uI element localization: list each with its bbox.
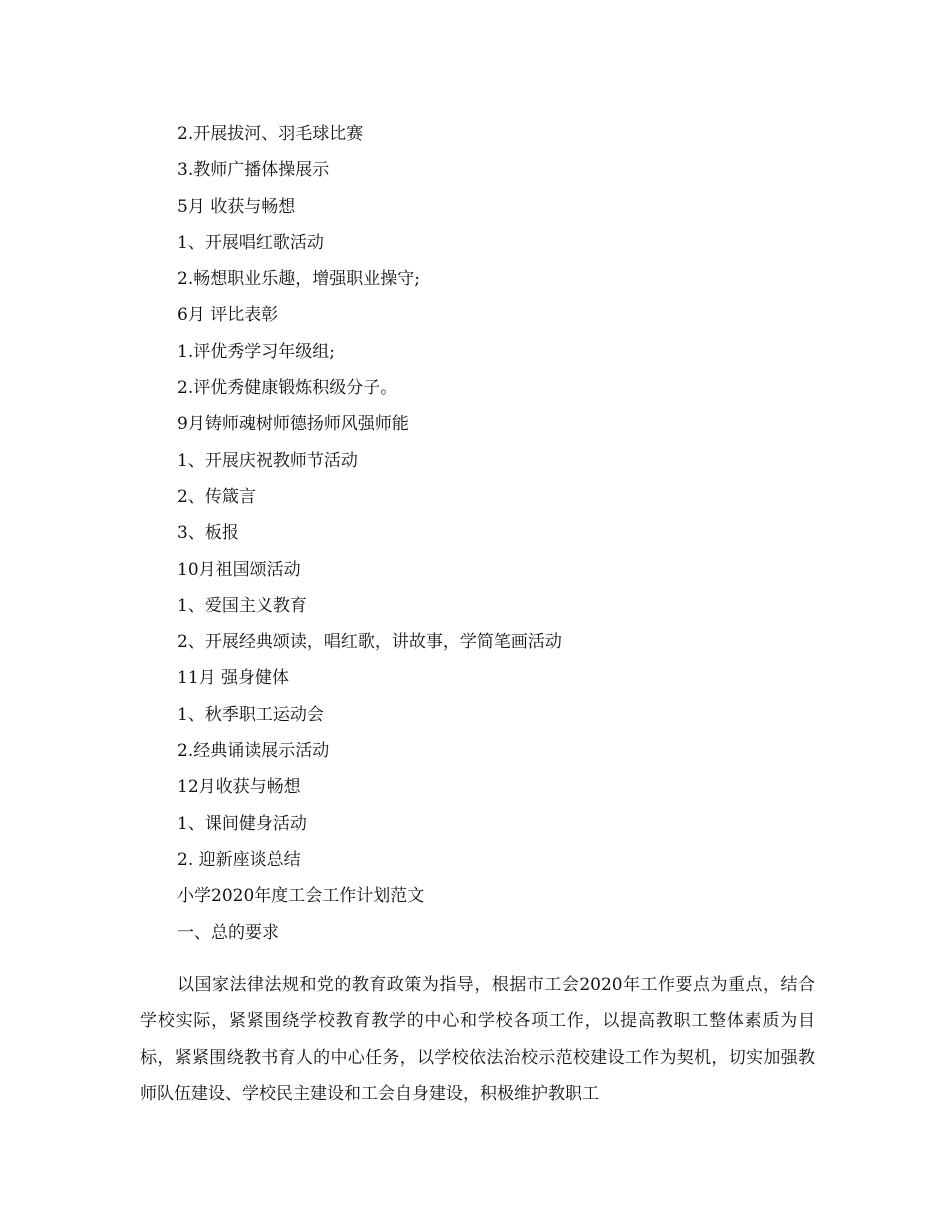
text-line: 3.教师广播体操展示 (177, 160, 330, 181)
text-line: 2、开展经典颂读，唱红歌，讲故事，学简笔画活动 (177, 632, 562, 653)
text-line: 3、板报 (177, 523, 239, 544)
text-line: 1、开展唱红歌活动 (177, 232, 324, 253)
section-heading: 一、总的要求 (177, 922, 279, 943)
text-line: 2.畅想职业乐趣，增强职业操守; (177, 269, 420, 290)
section-heading: 9月铸师魂树师德扬师风强师能 (177, 414, 409, 435)
section-heading: 12月收获与畅想 (177, 777, 301, 798)
text-line: 1、秋季职工运动会 (177, 704, 324, 725)
body-paragraph: 以国家法律法规和党的教育政策为指导，根据市工会2020年工作要点为重点，结合学校实际，紧紧围绕学校教育教学的中心和学校各项工作，以提高教职工整体素质为目标，紧紧围绕教书育人的中心任务，以学校依法治校示范校建设工作为契机，切实加强教师队伍建设、学校民主建设和工会自身建设，积极维护教职工 (140, 975, 815, 1104)
section-heading: 5月 收获与畅想 (177, 196, 296, 217)
text-lines (177, 116, 817, 951)
text-line: 1、课间健身活动 (177, 813, 307, 834)
section-heading: 6月 评比表彰 (177, 305, 279, 326)
section-heading: 11月 强身健体 (177, 668, 290, 689)
text-line: 1、爱国主义教育 (177, 595, 307, 616)
text-line: 1、开展庆祝教师节活动 (177, 450, 358, 471)
document-title: 小学2020年度工会工作计划范文 (177, 886, 425, 907)
section-heading: 10月祖国颂活动 (177, 559, 301, 580)
text-line: 2、传箴言 (177, 486, 256, 507)
text-line: 1.评优秀学习年级组; (177, 341, 335, 362)
text-line: 2. 迎新座谈总结 (177, 849, 301, 870)
text-line: 2.评优秀健康锻炼积级分子。 (177, 378, 398, 399)
text-line: 2.经典诵读展示活动 (177, 741, 330, 762)
text-line: 2.开展拔河、羽毛球比赛 (177, 124, 364, 144)
